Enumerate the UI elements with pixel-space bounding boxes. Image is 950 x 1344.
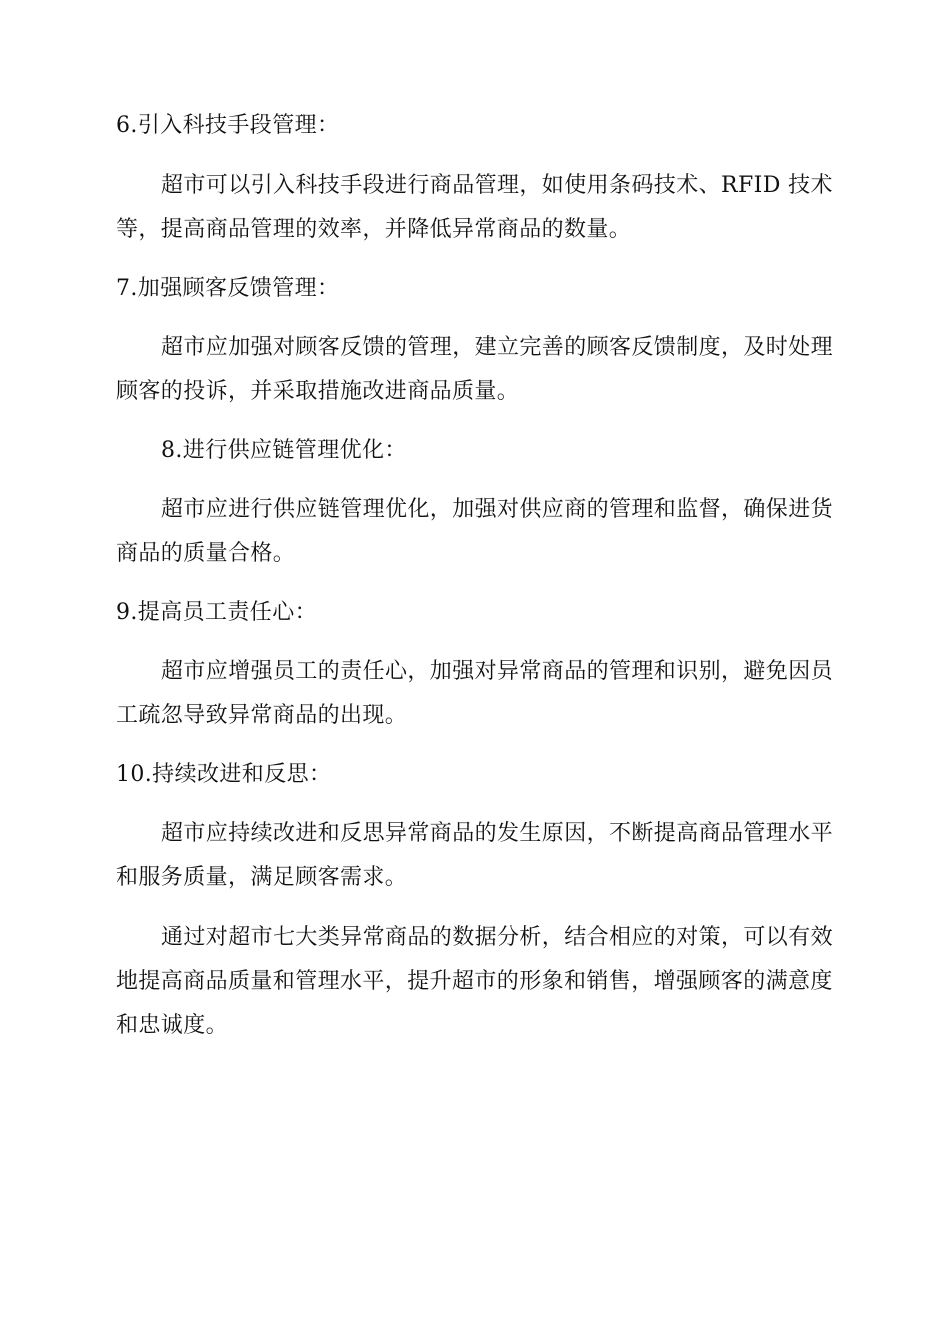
section-6-heading: 6.引入科技手段管理： [116,113,340,138]
section-7-paragraph-line-2: 顾客的投诉，并采取措施改进商品质量。 [116,379,520,404]
section-6-paragraph-line-1: 超市可以引入科技手段进行商品管理，如使用条码技术、RFID 技术 [161,173,833,198]
section-8-paragraph-line-1: 超市应进行供应链管理优化，加强对供应商的管理和监督，确保进货 [161,497,834,522]
section-9-paragraph-line-2: 工疏忽导致异常商品的出现。 [116,703,408,728]
section-10-heading: 10.持续改进和反思： [116,762,332,787]
section-10-paragraph-line-1: 超市应持续改进和反思异常商品的发生原因，不断提高商品管理水平 [161,821,834,846]
conclusion-line-2: 地提高商品质量和管理水平，提升超市的形象和销售，增强顾客的满意度 [116,969,833,994]
conclusion-line-1: 通过对超市七大类异常商品的数据分析，结合相应的对策，可以有效 [161,925,834,950]
conclusion-line-3: 和忠诚度。 [116,1013,229,1038]
section-9-heading: 9.提高员工责任心： [116,600,317,625]
section-7-paragraph-line-1: 超市应加强对顾客反馈的管理，建立完善的顾客反馈制度，及时处理 [161,335,834,360]
section-10-paragraph-line-2: 和服务质量，满足顾客需求。 [116,865,408,890]
section-6-paragraph-line-2: 等，提高商品管理的效率，并降低异常商品的数量。 [116,217,632,242]
section-8-heading: 8.进行供应链管理优化： [161,438,407,463]
section-8-paragraph-line-2: 商品的质量合格。 [116,541,296,566]
section-7-heading: 7.加强顾客反馈管理： [116,276,340,301]
section-9-paragraph-line-1: 超市应增强员工的责任心，加强对异常商品的管理和识别，避免因员 [161,659,834,684]
